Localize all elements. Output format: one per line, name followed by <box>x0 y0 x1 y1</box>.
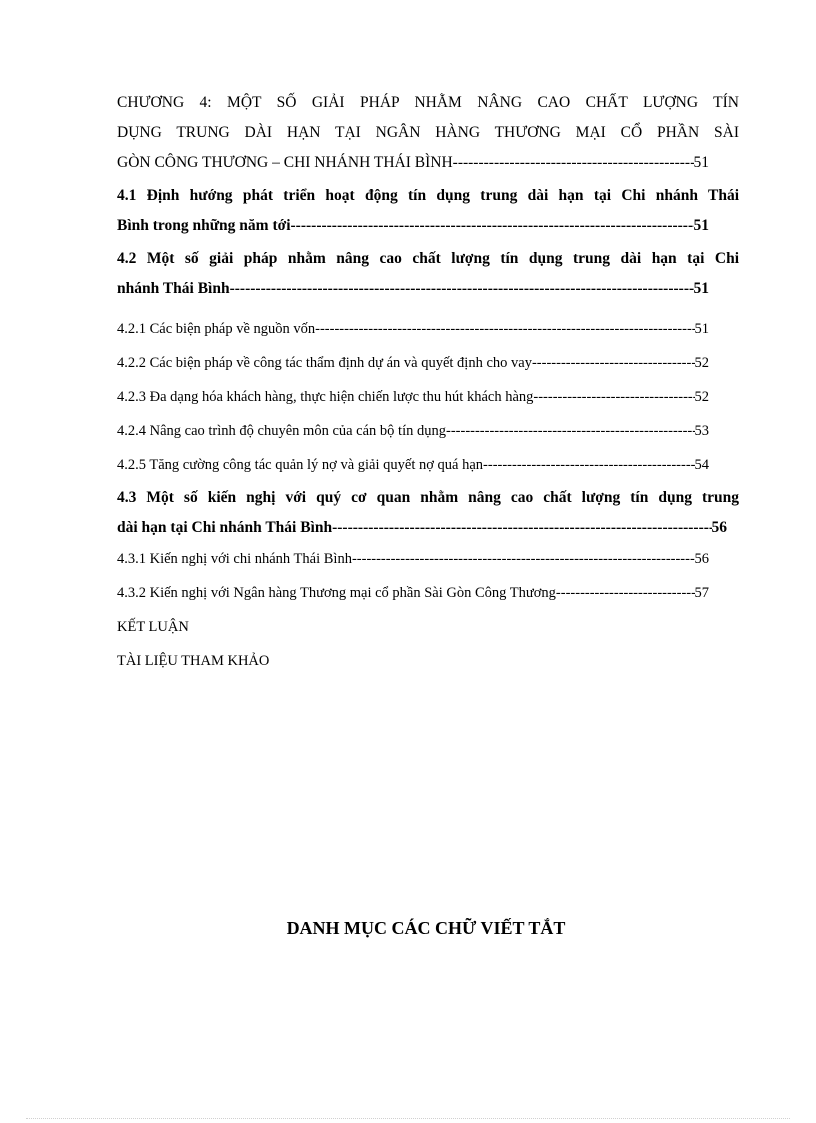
toc-chapter-4-line1: CHƯƠNG 4: MỘT SỐ GIẢI PHÁP NHẰM NÂNG CAO CHẤT LƯỢNG TÍN <box>117 94 739 111</box>
toc-subsection-4-2-5-text: 4.2.5 Tăng cường công tác quản lý nợ và giải quyết nợ quá hạn <box>117 457 484 473</box>
toc-section-4-1-line2: Bình trong những năm tới <box>117 217 291 234</box>
toc-leader <box>483 455 694 475</box>
table-of-contents <box>117 88 739 671</box>
page-bottom-rule <box>26 1118 790 1119</box>
toc-leader <box>230 274 694 304</box>
toc-page-number: 54 <box>694 457 709 473</box>
toc-subsection-4-3-2[interactable] <box>117 583 739 603</box>
toc-subsection-4-2-4-text: 4.2.4 Nâng cao trình độ chuyên môn của cán bộ tín dụng <box>117 423 446 439</box>
toc-conclusion[interactable]: KẾT LUẬN <box>117 619 189 635</box>
toc-subsection-4-2-5[interactable] <box>117 455 739 475</box>
toc-subsection-4-2-4[interactable] <box>117 421 739 441</box>
toc-chapter-4-line3: GÒN CÔNG THƯƠNG – CHI NHÁNH THÁI BÌNH <box>117 154 453 171</box>
toc-page-number: 56 <box>711 519 727 536</box>
toc-subsection-4-2-1[interactable] <box>117 319 739 339</box>
toc-leader <box>453 148 694 178</box>
toc-page-number: 51 <box>693 217 709 234</box>
toc-leader <box>533 387 694 407</box>
toc-leader <box>352 549 695 569</box>
toc-subsection-4-3-1-text: 4.3.1 Kiến nghị với chi nhánh Thái Bình <box>117 551 352 567</box>
toc-page-number: 51 <box>693 154 709 171</box>
toc-leader <box>332 513 711 543</box>
abbreviations-heading: DANH MỤC CÁC CHỮ VIẾT TẮT <box>286 918 566 938</box>
toc-subsection-4-2-2[interactable] <box>117 353 739 373</box>
toc-section-4-3[interactable] <box>117 483 739 543</box>
toc-leader <box>291 211 694 241</box>
toc-page-number: 52 <box>694 389 709 405</box>
toc-leader <box>315 319 694 339</box>
toc-section-4-1-line1: 4.1 Định hướng phát triển hoạt động tín dụng trung dài hạn tại Chi nhánh Thái <box>117 187 739 204</box>
toc-page-number: 52 <box>694 355 709 371</box>
toc-page-number: 51 <box>694 321 709 337</box>
toc-section-4-1[interactable] <box>117 181 739 241</box>
toc-page-number: 56 <box>694 551 709 567</box>
toc-subsection-4-2-3[interactable] <box>117 387 739 407</box>
toc-subsection-4-3-1[interactable] <box>117 549 739 569</box>
toc-references[interactable]: TÀI LIỆU THAM KHẢO <box>117 653 270 669</box>
toc-page-number: 51 <box>693 280 709 297</box>
toc-subsection-4-2-1-text: 4.2.1 Các biện pháp về nguồn vốn <box>117 321 316 337</box>
toc-section-4-2-line1: 4.2 Một số giải pháp nhằm nâng cao chất lượng tín dụng trung dài hạn tại Chi <box>117 250 739 267</box>
toc-subsection-4-3-2-text: 4.3.2 Kiến nghị với Ngân hàng Thương mại cổ phần Sài Gòn Công Thương <box>117 585 556 601</box>
toc-leader <box>556 583 695 603</box>
toc-chapter-4-line2: DỤNG TRUNG DÀI HẠN TẠI NGÂN HÀNG THƯƠNG MẠI CỔ PHẦN SÀI <box>117 124 739 141</box>
toc-subsection-4-2-3-text: 4.2.3 Đa dạng hóa khách hàng, thực hiện chiến lược thu hút khách hàng <box>117 389 534 405</box>
toc-leader <box>446 421 695 441</box>
toc-leader <box>532 353 695 373</box>
toc-page-number: 57 <box>694 585 709 601</box>
toc-chapter-4[interactable] <box>117 88 739 178</box>
toc-section-4-3-line2: dài hạn tại Chi nhánh Thái Bình <box>117 519 333 536</box>
toc-section-4-2-line2: nhánh Thái Bình <box>117 280 230 297</box>
toc-subsection-4-2-2-text: 4.2.2 Các biện pháp về công tác thẩm định dự án và quyết định cho vay <box>117 355 532 371</box>
toc-section-4-3-line1: 4.3 Một số kiến nghị với quý cơ quan nhằm nâng cao chất lượng tín dụng trung <box>117 489 739 506</box>
toc-section-4-2[interactable] <box>117 244 739 304</box>
toc-page-number: 53 <box>694 423 709 439</box>
